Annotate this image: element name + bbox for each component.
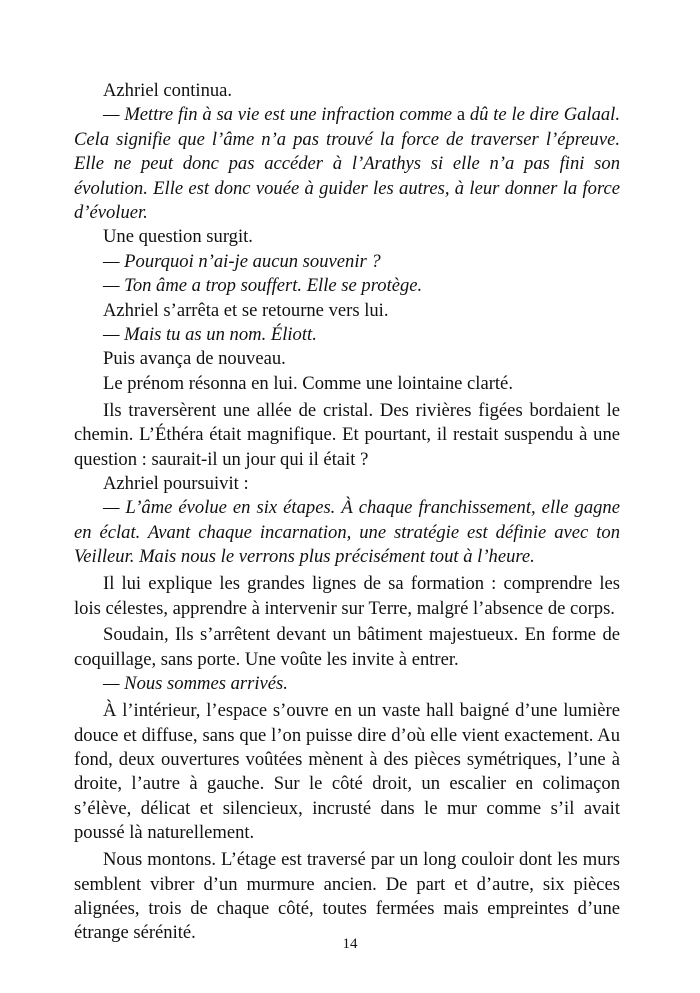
paragraph-narration: Azhriel poursuivit : (103, 473, 249, 494)
paragraph-narration: Soudain, Ils s’arrêtent devant un bâtiment majestueux. En forme de coquillage, sans porte. Une voûte les invite à entrer. (74, 624, 620, 670)
paragraph-narration: À l’intérieur, l’espace s’ouvre en un vaste hall baigné d’une lumière douce et diffuse, sans que l’on puisse dire d’où elle vient exactement. Au fond, deux ouvertures voûtées mènent à des pièces symétriques, l’une à droite, l’autre à gauche. Sur le côté droit, un escalier en colimaçon s’élève, délicat et silencieux, incrusté dans le mur comme s’il avait poussé là naturellement. (74, 700, 620, 844)
paragraph-narration: Nous montons. L’étage est traversé par un long couloir dont les murs semblent vibrer d’un murmure ancien. De part et d’autre, six pièces alignées, trois de chaque côté, toutes fermées mais empreintes d’une étrange sérénité. (74, 849, 620, 944)
paragraph-dialogue: — L’âme évolue en six étapes. À chaque franchissement, elle gagne en éclat. Avant chaque incarnation, une stratégie est définie avec ton Veilleur. Mais nous le verrons plus précisément tout à l’heure. (74, 497, 620, 568)
paragraph-narration: Puis avança de nouveau. (103, 348, 286, 370)
paragraph-narration: Azhriel continua. (103, 80, 233, 101)
paragraph-narration: Il lui explique les grandes lignes de sa formation : comprendre les lois célestes, apprendre à intervenir sur Terre, malgré l’absence de corps. (74, 573, 620, 619)
paragraph-dialogue: — Mais tu as un nom. Éliott. (103, 324, 317, 346)
paragraph-dialogue: — Nous sommes arrivés. (103, 673, 288, 695)
paragraph-narration: Ils traversèrent une allée de cristal. Des rivières figées bordaient le chemin. L’Éthéra était magnifique. Et pourtant, il restait suspendu à une question : saurait-il un jour qui il était ? (74, 399, 620, 470)
paragraph-dialogue: — Pourquoi n’ai-je aucun souvenir ? (103, 250, 381, 272)
body-text (74, 79, 620, 946)
paragraph-dialogue: — Mettre fin à sa vie est une infraction comme a dû te le dire Galaal. Cela signifie que l’âme n’a pas trouvé la force de traverser l’épreuve. Elle ne peut donc pas accéder à l’Arathys si elle n’a pas fini son évolution. Elle est donc vouée à guider les autres, à leur donner la force d’évoluer. (74, 104, 620, 224)
paragraph-narration: Le prénom résonna en lui. Comme une lointaine clarté. (103, 372, 513, 394)
page-number: 14 (342, 936, 358, 952)
paragraph-narration: Azhriel s’arrêta et se retourne vers lui. (103, 299, 389, 321)
paragraph-narration: Une question surgit. (103, 226, 253, 248)
paragraph-dialogue: — Ton âme a trop souffert. Elle se protège. (103, 275, 423, 297)
